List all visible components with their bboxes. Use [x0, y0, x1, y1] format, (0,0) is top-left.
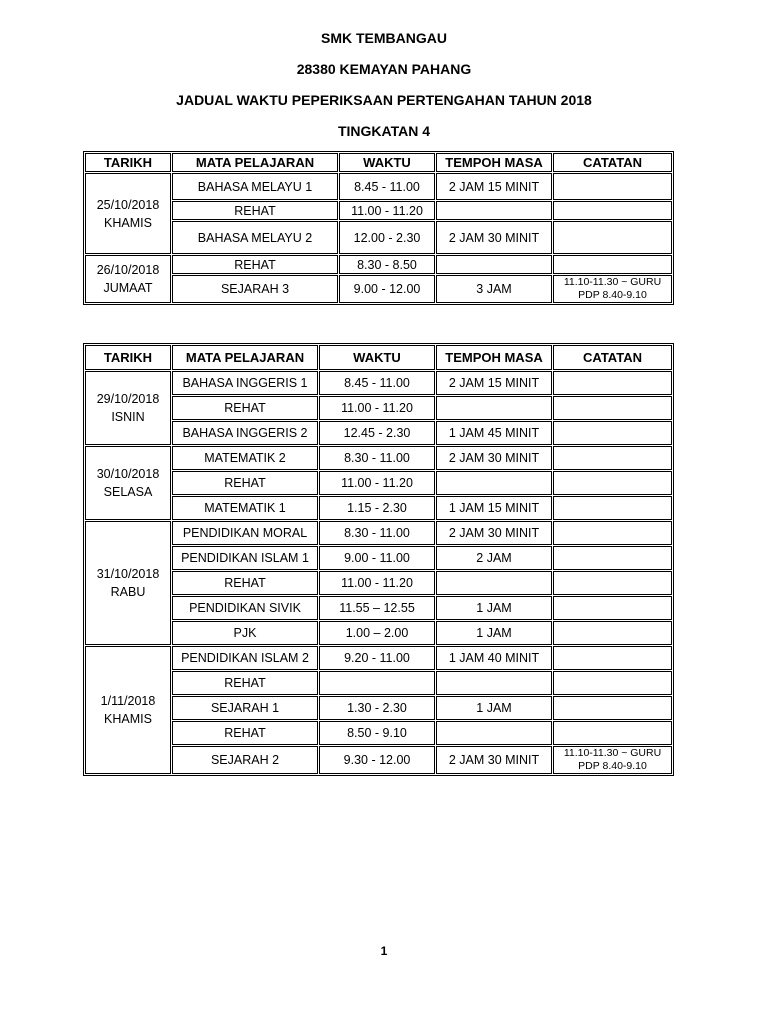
notes-cell: [553, 396, 672, 420]
subject-cell: PENDIDIKAN SIVIK: [172, 596, 318, 620]
notes-cell: [553, 671, 672, 695]
notes-cell: [553, 471, 672, 495]
date-cell: [85, 446, 171, 520]
form-level: TINGKATAN 4: [337, 123, 431, 139]
table-row: [85, 546, 672, 570]
subject-cell: SEJARAH 3: [172, 275, 338, 303]
header-time: WAKTU: [319, 345, 435, 370]
time-cell: 1.00 – 2.00: [319, 621, 435, 645]
table-row: [85, 421, 672, 445]
notes-cell: [553, 173, 672, 200]
note-line: 11.10-11.30 ~ GURU: [563, 276, 662, 288]
time-cell: 8.45 - 11.00: [339, 173, 435, 200]
time-cell: 11.00 - 11.20: [319, 471, 435, 495]
table-row: [85, 471, 672, 495]
notes-cell: [553, 275, 672, 303]
table-row: [85, 596, 672, 620]
header-row: [85, 345, 672, 370]
subject-cell: MATEMATIK 2: [172, 446, 318, 470]
notes-cell: [553, 496, 672, 520]
note-line: PDP 8.40-9.10: [578, 289, 647, 301]
time-cell: [319, 671, 435, 695]
subject-cell: REHAT: [172, 721, 318, 745]
subject-cell: REHAT: [172, 671, 318, 695]
table-row: [85, 571, 672, 595]
notes-cell: [553, 201, 672, 220]
duration-cell: [436, 396, 552, 420]
subject-cell: SEJARAH 1: [172, 696, 318, 720]
duration-cell: [436, 471, 552, 495]
duration-cell: 1 JAM 40 MINIT: [436, 646, 552, 670]
school-name: SMK TEMBANGAU: [321, 30, 447, 46]
subject-cell: MATEMATIK 1: [172, 496, 318, 520]
school-address: 28380 KEMAYAN PAHANG: [296, 61, 472, 77]
date-cell: [85, 255, 171, 303]
duration-cell: 1 JAM 15 MINIT: [436, 496, 552, 520]
table-row: [85, 696, 672, 720]
notes-cell: [553, 221, 672, 254]
time-cell: 1.15 - 2.30: [319, 496, 435, 520]
subject-cell: PENDIDIKAN ISLAM 1: [172, 546, 318, 570]
time-cell: 9.00 - 12.00: [339, 275, 435, 303]
date-cell: [85, 371, 171, 445]
notes-cell: [553, 571, 672, 595]
subject-cell: BAHASA INGGERIS 2: [172, 421, 318, 445]
notes-cell: [553, 746, 672, 774]
header-notes: CATATAN: [553, 153, 672, 172]
notes-cell: [553, 546, 672, 570]
subject-cell: PENDIDIKAN MORAL: [172, 521, 318, 545]
date-cell: [85, 646, 171, 774]
time-cell: 11.00 - 11.20: [319, 571, 435, 595]
header-duration: TEMPOH MASA: [436, 345, 552, 370]
time-cell: 12.00 - 2.30: [339, 221, 435, 254]
duration-cell: 1 JAM: [436, 621, 552, 645]
table-row: [85, 446, 672, 470]
notes-cell: [553, 255, 672, 274]
time-cell: 1.30 - 2.30: [319, 696, 435, 720]
header-date: TARIKH: [85, 345, 171, 370]
date-value: 26/10/2018: [96, 263, 160, 277]
subject-cell: SEJARAH 2: [172, 746, 318, 774]
date-cell: [85, 521, 171, 645]
duration-cell: 3 JAM: [436, 275, 552, 303]
exam-schedule-table-2: [83, 343, 674, 776]
notes-cell: [553, 721, 672, 745]
day-name: JUMAAT: [103, 281, 153, 295]
time-cell: 9.30 - 12.00: [319, 746, 435, 774]
notes-cell: [553, 421, 672, 445]
duration-cell: 2 JAM: [436, 546, 552, 570]
duration-cell: [436, 571, 552, 595]
duration-cell: 1 JAM: [436, 696, 552, 720]
table-row: [85, 221, 672, 254]
table-row: [85, 721, 672, 745]
subject-cell: REHAT: [172, 471, 318, 495]
duration-cell: [436, 721, 552, 745]
subject-cell: PJK: [172, 621, 318, 645]
subject-cell: PENDIDIKAN ISLAM 2: [172, 646, 318, 670]
time-cell: 8.45 - 11.00: [319, 371, 435, 395]
time-cell: 9.00 - 11.00: [319, 546, 435, 570]
document-title: JADUAL WAKTU PEPERIKSAAN PERTENGAHAN TAHUN 2018: [176, 92, 592, 108]
page-number: 1: [380, 944, 388, 958]
table-row: [85, 201, 672, 220]
time-cell: 8.30 - 11.00: [319, 446, 435, 470]
note-line: 11.10-11.30 ~ GURU: [563, 747, 662, 759]
table-row: [85, 621, 672, 645]
date-cell: [85, 173, 171, 254]
header-subject: MATA PELAJARAN: [172, 153, 338, 172]
time-cell: 12.45 - 2.30: [319, 421, 435, 445]
table-row: [85, 671, 672, 695]
note-line: PDP 8.40-9.10: [578, 760, 647, 772]
table-row: [85, 275, 672, 303]
time-cell: 8.50 - 9.10: [319, 721, 435, 745]
duration-cell: 2 JAM 15 MINIT: [436, 173, 552, 200]
header-row: [85, 153, 672, 172]
day-name: KHAMIS: [104, 712, 152, 726]
notes-cell: [553, 646, 672, 670]
subject-cell: REHAT: [172, 201, 338, 220]
notes-cell: [553, 696, 672, 720]
duration-cell: [436, 671, 552, 695]
subject-cell: BAHASA MELAYU 1: [172, 173, 338, 200]
duration-cell: 2 JAM 30 MINIT: [436, 746, 552, 774]
table-row: [85, 396, 672, 420]
subject-cell: BAHASA MELAYU 2: [172, 221, 338, 254]
table-row: [85, 646, 672, 670]
day-name: ISNIN: [111, 410, 145, 424]
time-cell: 8.30 - 11.00: [319, 521, 435, 545]
table-row: [85, 746, 672, 774]
notes-cell: [553, 521, 672, 545]
day-name: SELASA: [103, 485, 153, 499]
date-value: 30/10/2018: [96, 467, 160, 481]
subject-cell: REHAT: [172, 255, 338, 274]
time-cell: 8.30 - 8.50: [339, 255, 435, 274]
exam-schedule-table-1: [83, 151, 674, 305]
table-row: [85, 496, 672, 520]
date-value: 1/11/2018: [100, 694, 156, 708]
date-value: 31/10/2018: [96, 567, 160, 581]
day-name: RABU: [110, 585, 146, 599]
duration-cell: 2 JAM 30 MINIT: [436, 446, 552, 470]
time-cell: 11.00 - 11.20: [319, 396, 435, 420]
header-duration: TEMPOH MASA: [436, 153, 552, 172]
duration-cell: 1 JAM 45 MINIT: [436, 421, 552, 445]
header-subject: MATA PELAJARAN: [172, 345, 318, 370]
time-cell: 9.20 - 11.00: [319, 646, 435, 670]
subject-cell: REHAT: [172, 396, 318, 420]
header-notes: CATATAN: [553, 345, 672, 370]
notes-cell: [553, 596, 672, 620]
subject-cell: REHAT: [172, 571, 318, 595]
time-cell: 11.55 – 12.55: [319, 596, 435, 620]
header-date: TARIKH: [85, 153, 171, 172]
date-value: 29/10/2018: [96, 392, 160, 406]
duration-cell: 2 JAM 30 MINIT: [436, 521, 552, 545]
subject-cell: BAHASA INGGERIS 1: [172, 371, 318, 395]
header-time: WAKTU: [339, 153, 435, 172]
notes-cell: [553, 446, 672, 470]
notes-cell: [553, 621, 672, 645]
day-name: KHAMIS: [104, 215, 152, 230]
duration-cell: 2 JAM 30 MINIT: [436, 221, 552, 254]
time-cell: 11.00 - 11.20: [339, 201, 435, 220]
duration-cell: [436, 201, 552, 220]
table-row: [85, 173, 672, 200]
notes-cell: [553, 371, 672, 395]
table-row: [85, 371, 672, 395]
table-row: [85, 521, 672, 545]
table-row: [85, 255, 672, 274]
duration-cell: 2 JAM 15 MINIT: [436, 371, 552, 395]
duration-cell: 1 JAM: [436, 596, 552, 620]
date-value: 25/10/2018: [96, 197, 160, 212]
duration-cell: [436, 255, 552, 274]
